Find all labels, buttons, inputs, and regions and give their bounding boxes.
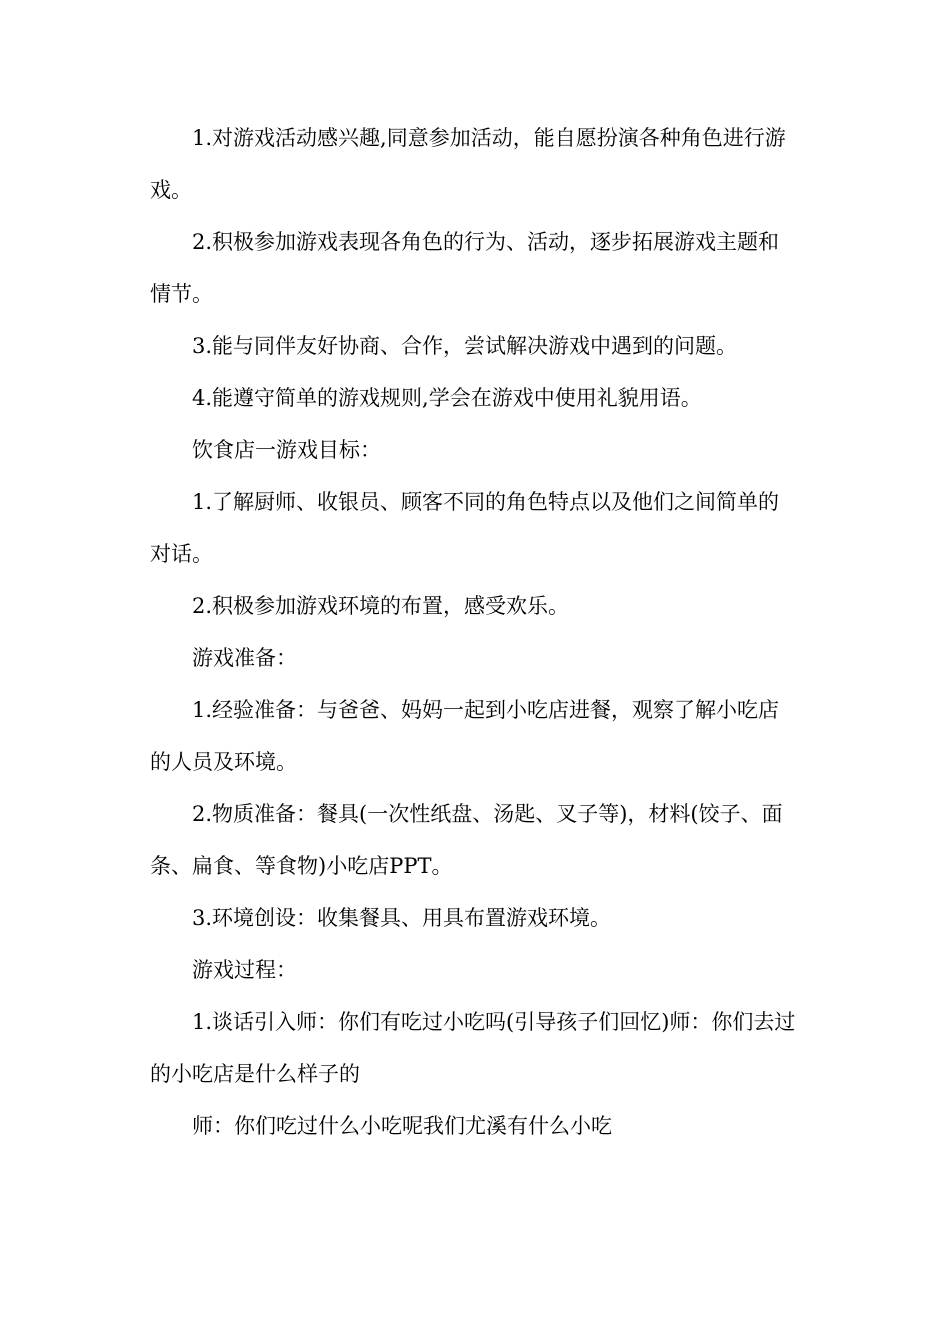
goal-item-4: 4.能遵守简单的游戏规则,学会在游戏中使用礼貌用语。: [192, 386, 702, 410]
section-heading-preparation: 游戏准备：: [192, 646, 297, 670]
process-item-1: 1.谈话引入师：你们有吃过小吃吗(引导孩子们回忆)师：你们去过的小吃店是什么样子的: [150, 1010, 796, 1086]
section-heading-process: 游戏过程：: [192, 958, 297, 982]
document-body: [150, 112, 800, 1152]
goal-item-2: 2.积极参加游戏表现各角色的行为、活动，逐步拓展游戏主题和情节。: [150, 230, 780, 306]
section-heading-restaurant-goals: 饮食店一游戏目标：: [192, 438, 381, 462]
preparation-item-1: 1.经验准备：与爸爸、妈妈一起到小吃店进餐，观察了解小吃店的人员及环境。: [150, 698, 780, 774]
preparation-item-2: 2.物质准备：餐具(一次性纸盘、汤匙、叉子等)，材料(饺子、面条、扁食、等食物)小吃店PPT。: [150, 802, 783, 878]
goal-item-1: 1.对游戏活动感兴趣,同意参加活动，能自愿扮演各种角色进行游戏。: [150, 126, 786, 202]
preparation-item-3: 3.环境创设：收集餐具、用具布置游戏环境。: [192, 906, 612, 930]
goal-item-3: 3.能与同伴友好协商、合作，尝试解决游戏中遇到的问题。: [192, 334, 738, 358]
process-dialogue: 师：你们吃过什么小吃呢我们尤溪有什么小吃: [192, 1114, 612, 1138]
restaurant-goal-2: 2.积极参加游戏环境的布置，感受欢乐。: [192, 594, 570, 618]
restaurant-goal-1: 1.了解厨师、收银员、顾客不同的角色特点以及他们之间简单的对话。: [150, 490, 780, 566]
